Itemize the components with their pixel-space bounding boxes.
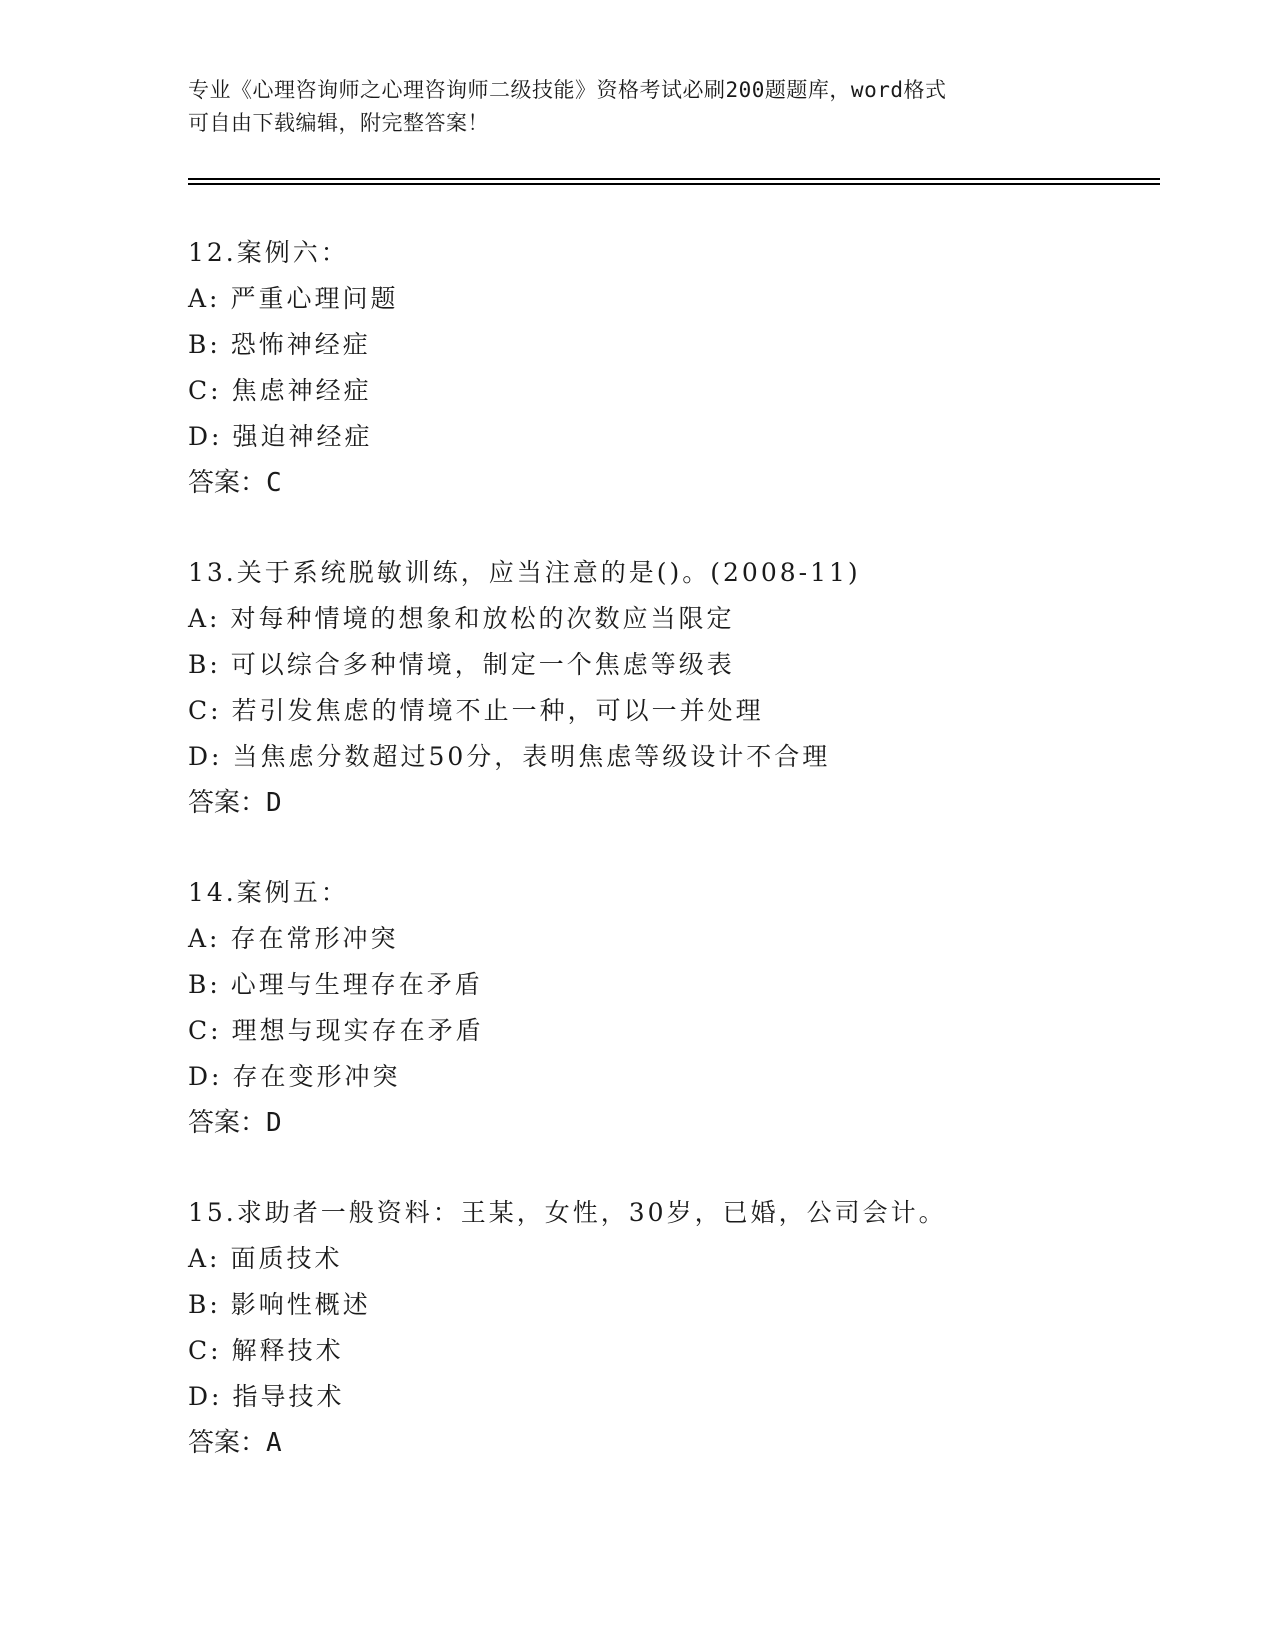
answer-value: C [266,468,282,498]
option-label: D: [188,422,223,451]
option-label: D: [188,1062,223,1091]
option-label: C: [188,376,222,405]
option-text: 可以综合多种情境，制定一个焦虑等级表 [230,650,735,679]
option-label: B: [188,650,221,679]
option-label: B: [188,330,221,359]
question-12 [188,230,1148,506]
option-label: A: [188,1244,221,1273]
question-stem: 14.案例五： [188,878,349,907]
option-a [188,596,1148,642]
option-d [188,1054,1148,1100]
option-b [188,962,1148,1008]
option-text: 存在常形冲突 [230,924,399,953]
option-a [188,276,1148,322]
question-15 [188,1190,1148,1466]
answer-value: A [266,1428,282,1458]
option-text: 当焦虑分数超过50分，表明焦虑等级设计不合理 [232,742,831,771]
option-text: 解释技术 [231,1336,344,1365]
option-label: A: [188,284,221,313]
option-text: 影响性概述 [230,1290,371,1319]
option-label: B: [188,1290,221,1319]
option-text: 存在变形冲突 [232,1062,401,1091]
option-d [188,414,1148,460]
option-label: A: [188,604,221,633]
option-text: 面质技术 [230,1244,343,1273]
question-14 [188,870,1148,1146]
option-label: B: [188,970,221,999]
option-label: D: [188,742,223,771]
option-d [188,1374,1148,1420]
header-title-line-1: 专业《心理咨询师之心理咨询师二级技能》资格考试必刷200题题库，word格式 [188,78,947,102]
option-label: C: [188,1336,222,1365]
option-text: 严重心理问题 [230,284,399,313]
option-c [188,688,1148,734]
option-c [188,1328,1148,1374]
option-label: A: [188,924,221,953]
answer-line [188,1420,1148,1466]
document-header [188,74,1088,140]
option-d [188,734,1148,780]
answer-line [188,460,1148,506]
option-b [188,322,1148,368]
answer-label: 答案： [188,468,267,498]
option-b [188,1282,1148,1328]
option-text: 恐怖神经症 [230,330,371,359]
option-text: 对每种情境的想象和放松的次数应当限定 [230,604,735,633]
question-stem: 12.案例六： [188,238,349,267]
answer-label: 答案： [188,1108,267,1138]
question-13 [188,550,1148,826]
option-text: 强迫神经症 [232,422,373,451]
option-label: D: [188,1382,223,1411]
answer-line [188,1100,1148,1146]
answer-line [188,780,1148,826]
answer-value: D [266,788,282,818]
header-divider-top [188,178,1160,180]
question-stem: 15.求助者一般资料：王某，女性，30岁，已婚，公司会计。 [188,1198,947,1227]
header-divider-bottom [188,183,1160,185]
option-text: 若引发焦虑的情境不止一种，可以一并处理 [231,696,764,725]
option-text: 焦虑神经症 [231,376,372,405]
option-text: 指导技术 [232,1382,345,1411]
option-text: 心理与生理存在矛盾 [230,970,483,999]
option-b [188,642,1148,688]
option-label: C: [188,1016,222,1045]
option-c [188,368,1148,414]
answer-label: 答案： [188,788,267,818]
option-label: C: [188,696,222,725]
option-text: 理想与现实存在矛盾 [231,1016,484,1045]
option-a [188,916,1148,962]
answer-label: 答案： [188,1428,267,1458]
option-a [188,1236,1148,1282]
header-title-line-2: 可自由下载编辑，附完整答案！ [188,111,489,135]
answer-value: D [266,1108,282,1138]
option-c [188,1008,1148,1054]
question-stem: 13.关于系统脱敏训练，应当注意的是()。(2008-11) [188,558,861,587]
